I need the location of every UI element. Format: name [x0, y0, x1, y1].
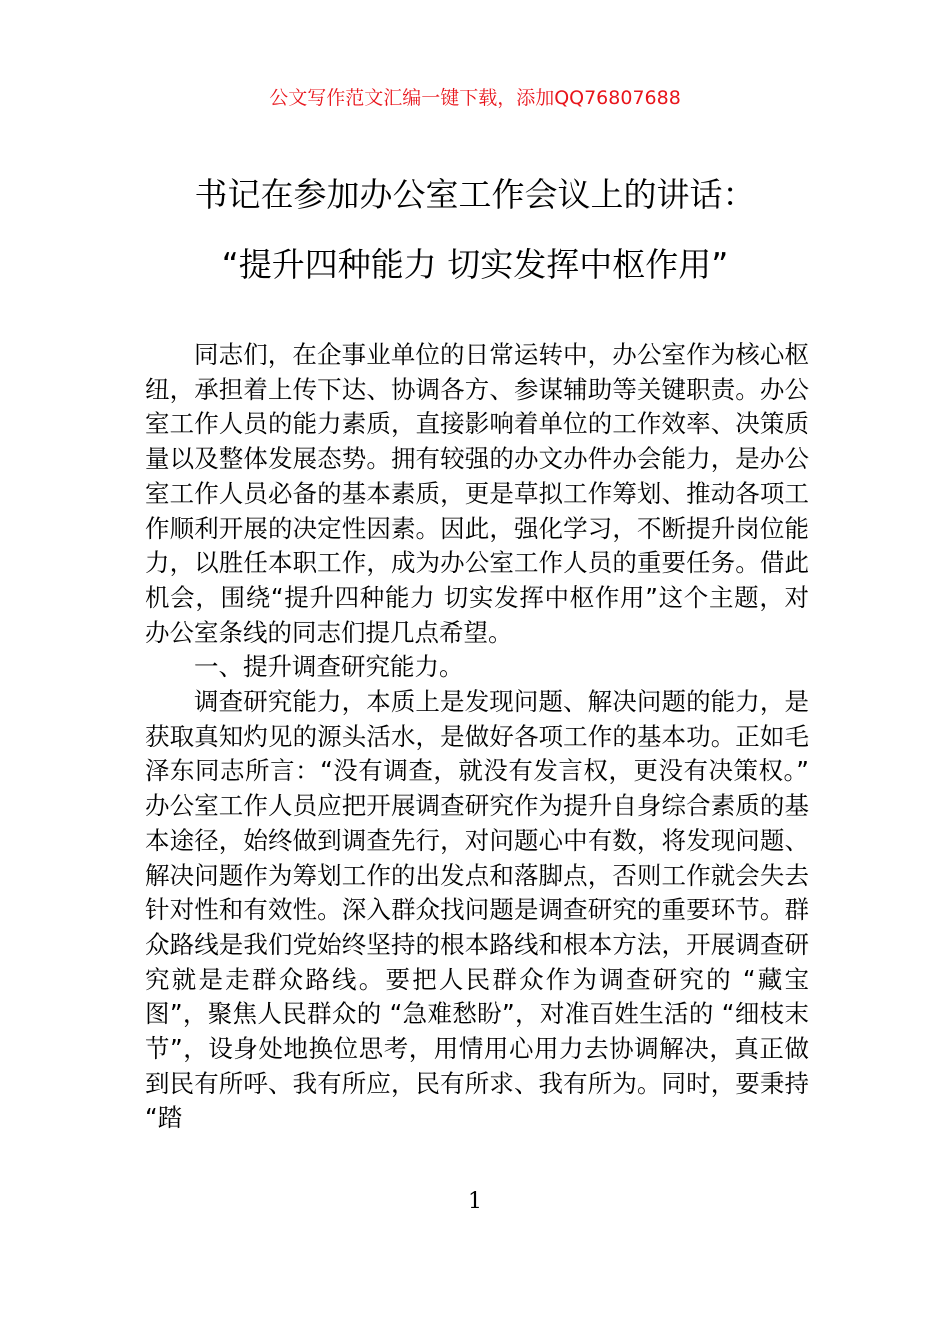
- paragraph-research: 调查研究能力，本质上是发现问题、解决问题的能力，是获取真知灼见的源头活水，是做好各项工作的基本功。正如毛泽东同志所言：“没有调查，就没有发言权，更没有决策权。” 办公室工作人员应把开展调查研究作为提升自身综合素质的基本途径，始终做到调查先行，对问题心中有数，将发现问题、解决问题作为筹划工作的出发点和落脚点，否则工作就会失去针对性和有效性。深入群众找问题是调查研究的重要环节。群众路线是我们党始终坚持的根本路线和根本方法，开展调查研究就是走群众路线。要把人民群众作为调查研究的 “藏宝图”，聚焦人民群众的 “急难愁盼”，对准百姓生活的 “细枝末节”，设身处地换位思考，用情用心用力去协调解决，真正做到民有所呼、我有所应，民有所求、我有所为。同时，要秉持 “踏: [145, 687, 809, 1133]
- document-body: [145, 338, 809, 1136]
- download-notice: 公文写作范文汇编一键下载，添加QQ76807688: [269, 87, 681, 109]
- section-heading-1: 一、提升调查研究能力。: [194, 652, 464, 682]
- title-line-2: “提升四种能力 切实发挥中枢作用”: [221, 245, 729, 284]
- paragraph-intro: 同志们，在企事业单位的日常运转中，办公室作为核心枢纽，承担着上传下达、协调各方、参谋辅助等关键职责。办公室工作人员的能力素质，直接影响着单位的工作效率、决策质量以及整体发展态势。拥有较强的办文办件办会能力，是办公室工作人员必备的基本素质，更是草拟工作筹划、推动各项工作顺利开展的决定性因素。因此，强化学习，不断提升岗位能力，以胜任本职工作，成为办公室工作人员的重要任务。借此机会，围绕“提升四种能力 切实发挥中枢作用”这个主题，对办公室条线的同志们提几点希望。: [145, 340, 809, 647]
- document-title: [0, 176, 950, 316]
- page-number: 1: [468, 1189, 482, 1214]
- title-line-1: 书记在参加办公室工作会议上的讲话：: [194, 175, 756, 214]
